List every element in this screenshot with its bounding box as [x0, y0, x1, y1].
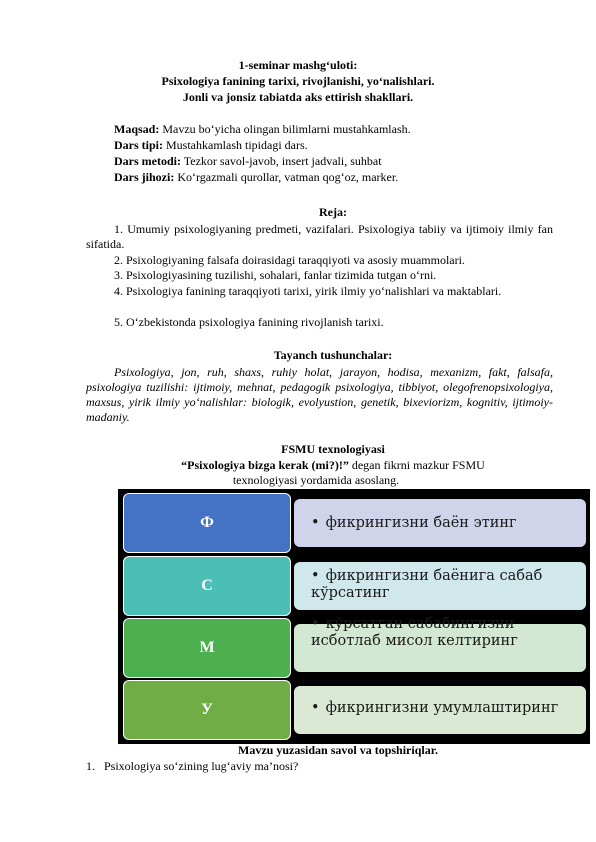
reja-item: 5. O‘zbekistonda psixologiya fanining rivojlanish tarixi. — [114, 315, 384, 329]
meta-dars-jihozi: Dars jihozi: Ko‘rgazmali qurollar, vatman qog‘oz, marker. — [114, 170, 399, 184]
fsmu-letter-box: Ф — [123, 493, 291, 553]
savol-item: 1. Psixologiya so‘zining lug‘aviy ma’nosi? — [86, 759, 299, 773]
topic-subtitle: Jonli va jonsiz tabiatda aks ettirish shakllari. — [182, 90, 414, 104]
fsmu-row-text: • фикрингизни баёнига сабаб кўрсатинг — [311, 568, 543, 601]
reja-item: 1. Umumiy psixologiyaning predmeti, vazifalari. Psixologiya tabiiy va ijtimoiy ilmiy fan sifatida. — [86, 222, 553, 251]
tayanch-text: Psixologiya, jon, ruh, shaxs, ruhiy holat, jarayon, hodisa, mexanizm, fakt, falsafa, psixologiya tuzilishi: ijtimoiy, mehnat, pedagogik psixologiya, tibbiyot, olegofrenopsixologiya, maxsus, yirik ilmiy yo‘nalishlar: biologik, evolyustion, genetik, bixeviorizm, kognitiv, ijtimoiy-madaniy. — [86, 365, 553, 424]
reja-item: 2. Psixologiyaning falsafa doirasidagi taraqqiyoti va asosiy muammolari. — [114, 253, 465, 267]
fsmu-row-f — [123, 493, 586, 553]
savollar-heading: Mavzu yuzasidan savol va topshiriqlar. — [238, 743, 438, 757]
fsmu-row-text: • фикрингизни умумлаштиринг — [311, 700, 559, 716]
tayanch-heading: Tayanch tushunchalar: — [273, 348, 393, 362]
seminar-title: 1-seminar mashg‘uloti: — [238, 58, 358, 72]
fsmu-row-m — [123, 618, 586, 678]
fsmu-intro: “Psixologiya bizga kerak (mi?)!” degan fikrni mazkur FSMU — [181, 458, 485, 472]
reja-item: 4. Psixologiya fanining taraqqiyoti tarixi, yirik ilmiy yo‘nalishlari va maktablari. — [114, 284, 502, 298]
fsmu-row-s — [123, 556, 586, 616]
topic-title: Psixologiya fanining tarixi, rivojlanishi, yo‘nalishlari. — [161, 74, 435, 88]
meta-dars-tipi: Dars tipi: Mustahkamlash tipidagi dars. — [114, 138, 308, 152]
fsmu-row-text: • фикрингизни баён этинг — [311, 515, 517, 531]
fsmu-diagram — [118, 489, 590, 744]
fsmu-row-text: • кўрсатган сабабингизни исботлаб мисол келтиринг — [311, 616, 518, 649]
meta-maqsad: Maqsad: Mavzu bo‘yicha olingan bilimlarni mustahkamlash. — [114, 122, 411, 136]
meta-dars-metodi: Dars metodi: Tezkor savol-javob, insert jadvali, suhbat — [114, 154, 382, 168]
fsmu-heading: FSMU texnologiyasi — [281, 442, 385, 456]
fsmu-letter-box: М — [123, 618, 291, 678]
reja-heading: Reja: — [319, 205, 347, 219]
reja-item: 3. Psixologiyasining tuzilishi, sohalari, fanlar tizimida tutgan o‘rni. — [114, 268, 437, 282]
fsmu-letter-box: С — [123, 556, 291, 616]
fsmu-row-u — [123, 680, 586, 740]
fsmu-intro-line2: texnologiyasi yordamida asoslang. — [232, 473, 400, 487]
fsmu-letter-box: У — [123, 680, 291, 740]
